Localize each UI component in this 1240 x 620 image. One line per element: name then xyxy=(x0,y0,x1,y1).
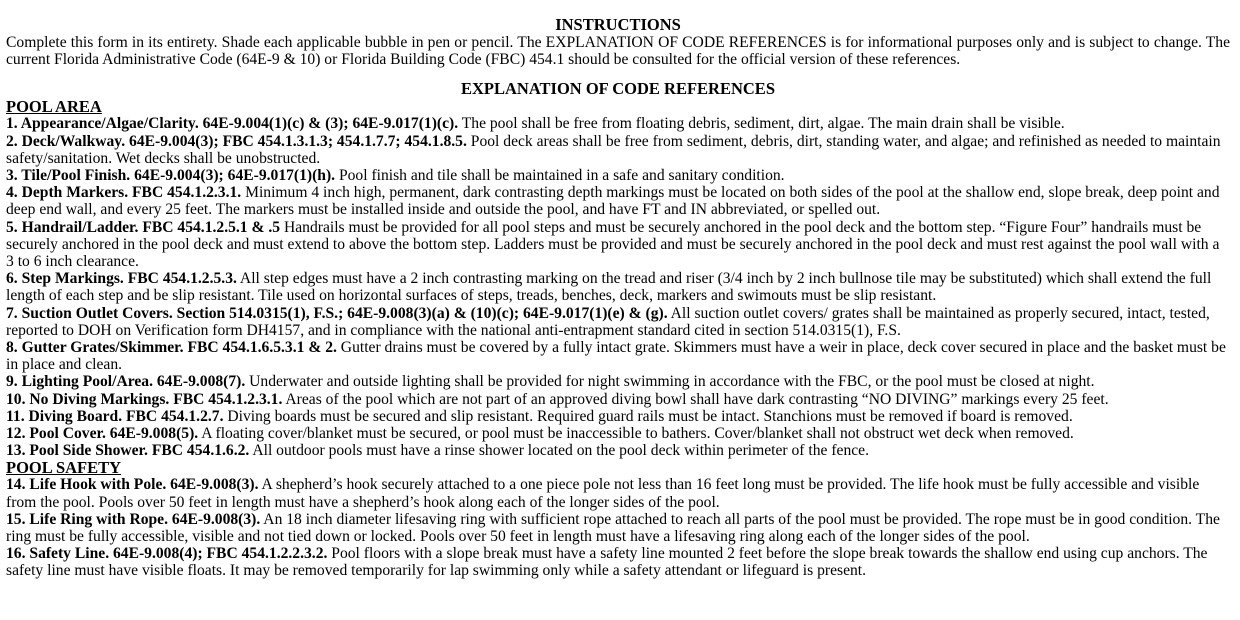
item-heading: 13. Pool Side Shower. FBC 454.1.6.2. xyxy=(6,442,250,460)
item-text: Minimum 4 inch high, permanent, dark contrasting depth markings must be located on both sides of the pool at the shallow end, slope break, deep point and deep end wall, and every 25 feet. The markers must be installed inside and outside the pool, and have FT and IN abbreviated, or spelled out. xyxy=(6,184,1220,219)
item-heading: 16. Safety Line. 64E-9.008(4); FBC 454.1.2.2.3.2. xyxy=(6,545,328,563)
code-item xyxy=(6,408,1230,425)
item-text: Pool deck areas shall be free from sediment, debris, dirt, standing water, and algae; and refinished as needed to maintain safety/sanitation. Wet decks shall be unobstructed. xyxy=(6,132,1221,167)
item-heading: 15. Life Ring with Rope. 64E-9.008(3). xyxy=(6,510,261,528)
item-text: An 18 inch diameter lifesaving ring with sufficient rope attached to reach all parts of the pool must be provided. The rope must be in good condition. The ring must be fully accessible, visible and not tied down or locked. Pools over 50 feet in length must have a lifesaving ring along each of the longer sides of the pool. xyxy=(6,510,1220,546)
code-item xyxy=(6,373,1230,390)
code-item xyxy=(6,305,1230,339)
item-heading: 1. Appearance/Algae/Clarity. 64E-9.004(1)(c) & (3); 64E-9.017(1)(c). xyxy=(6,115,459,133)
code-item xyxy=(6,339,1230,373)
code-item xyxy=(6,476,1230,510)
item-heading: 8. Gutter Grates/Skimmer. FBC 454.1.6.5.3.1 & 2. xyxy=(6,339,337,357)
code-item xyxy=(6,167,1230,184)
code-item xyxy=(6,270,1230,304)
item-text: All suction outlet covers/ grates shall be maintained as properly secured, intact, tested, reported to DOH on Verification form DH4157, and in compliance with the national anti-entrapment standard cited in section 514.0315(1), F.S. xyxy=(6,304,1210,339)
code-item xyxy=(6,184,1230,218)
item-text: A floating cover/blanket must be secured, or pool must be inaccessible to bathers. Cover/blanket shall not obstruct wet deck when removed. xyxy=(198,425,1074,443)
code-item xyxy=(6,442,1230,459)
pool-safety-heading: POOL SAFETY xyxy=(6,458,122,478)
code-item xyxy=(6,425,1230,442)
item-heading: 4. Depth Markers. FBC 454.1.2.3.1. xyxy=(6,184,242,202)
pool-area-list xyxy=(6,115,1230,459)
item-text: Pool finish and tile shall be maintained in a safe and sanitary condition. xyxy=(335,167,785,185)
item-heading: 9. Lighting Pool/Area. 64E-9.008(7). xyxy=(6,373,246,391)
item-text: A shepherd’s hook securely attached to a one piece pole not less than 16 feet long must be provided. The life hook must be fully accessible and visible from the pool. Pools over 50 feet in length must have a shepherd’s hook along each of the longer sides of the pool. xyxy=(6,476,1200,511)
item-heading: 10. No Diving Markings. FBC 454.1.2.3.1. xyxy=(6,390,283,408)
item-text: Pool floors with a slope break must have a safety line mounted 2 feet before the slope break towards the shallow end using cup anchors. The safety line must have visible floats. It may be removed temporarily for lap swimming only while a safety attendant or lifeguard is present. xyxy=(6,545,1208,580)
code-item xyxy=(6,133,1230,167)
item-heading: 11. Diving Board. FBC 454.1.2.7. xyxy=(6,407,224,425)
pool-area-heading: POOL AREA xyxy=(6,97,102,117)
instructions-title: INSTRUCTIONS xyxy=(555,15,681,34)
item-heading: 12. Pool Cover. 64E-9.008(5). xyxy=(6,425,199,443)
code-item xyxy=(6,391,1230,408)
item-text: All outdoor pools must have a rinse shower located on the pool deck within perimeter of the fence. xyxy=(249,442,869,460)
item-text: Handrails must be provided for all pool steps and must be securely anchored in the pool deck and the bottom step. “Figure Four” handrails must be securely anchored in the pool deck and must extend to above the bottom step. Ladders must be provided and must be securely anchored in the pool deck and must rest against the pool wall with a 3 to 6 inch clearance. xyxy=(6,218,1220,271)
item-text: The pool shall be free from floating debris, sediment, dirt, algae. The main drain shall be visible. xyxy=(458,115,1065,133)
item-heading: 14. Life Hook with Pole. 64E-9.008(3). xyxy=(6,476,259,494)
item-heading: 3. Tile/Pool Finish. 64E-9.004(3); 64E-9.017(1)(h). xyxy=(6,167,336,185)
code-item xyxy=(6,219,1230,271)
item-text: Areas of the pool which are not part of an approved diving bowl shall have dark contrasting “NO DIVING” markings every 25 feet. xyxy=(282,390,1109,408)
item-heading: 2. Deck/Walkway. 64E-9.004(3); FBC 454.1.3.1.3; 454.1.7.7; 454.1.8.5. xyxy=(6,132,467,150)
item-text: Gutter drains must be covered by a fully intact grate. Skimmers must have a weir in place, deck cover secured in place and the basket must be in place and clean. xyxy=(6,339,1226,374)
item-heading: 6. Step Markings. FBC 454.1.2.5.3. xyxy=(6,270,237,288)
pool-safety-list xyxy=(6,476,1230,579)
item-heading: 7. Suction Outlet Covers. Section 514.0315(1), F.S.; 64E-9.008(3)(a) & (10)(c); 64E-9.017(1)(e) & (g). xyxy=(6,304,668,322)
code-item xyxy=(6,545,1230,579)
explanation-title: EXPLANATION OF CODE REFERENCES xyxy=(461,79,775,99)
item-text: Diving boards must be secured and slip resistant. Required guard rails must be intact. Stanchions must be removed if board is removed. xyxy=(223,407,1073,425)
item-text: Underwater and outside lighting shall be provided for night swimming in accordance with the FBC, or the pool must be closed at night. xyxy=(245,373,1095,391)
item-text: All step edges must have a 2 inch contrasting marking on the tread and riser (3/4 inch by 2 inch bullnose tile may be substituted) which shall extend the full length of each step and be slip resistant. Tile used on horizontal surfaces of steps, treads, benches, deck, markers and swimouts must be slip resistant. xyxy=(6,270,1212,305)
code-item xyxy=(6,115,1230,132)
instructions-text: Complete this form in its entirety. Shade each applicable bubble in pen or pencil. The EXPLANATION OF CODE REFERENCES is for informational purposes only and is subject to change. The current Florida Administrative Code (64E-9 & 10) or Florida Building Code (FBC) 454.1 should be consulted for the official version of these references. xyxy=(6,34,1230,69)
code-item xyxy=(6,511,1230,545)
item-heading: 5. Handrail/Ladder. FBC 454.1.2.5.1 & .5 xyxy=(6,218,281,236)
